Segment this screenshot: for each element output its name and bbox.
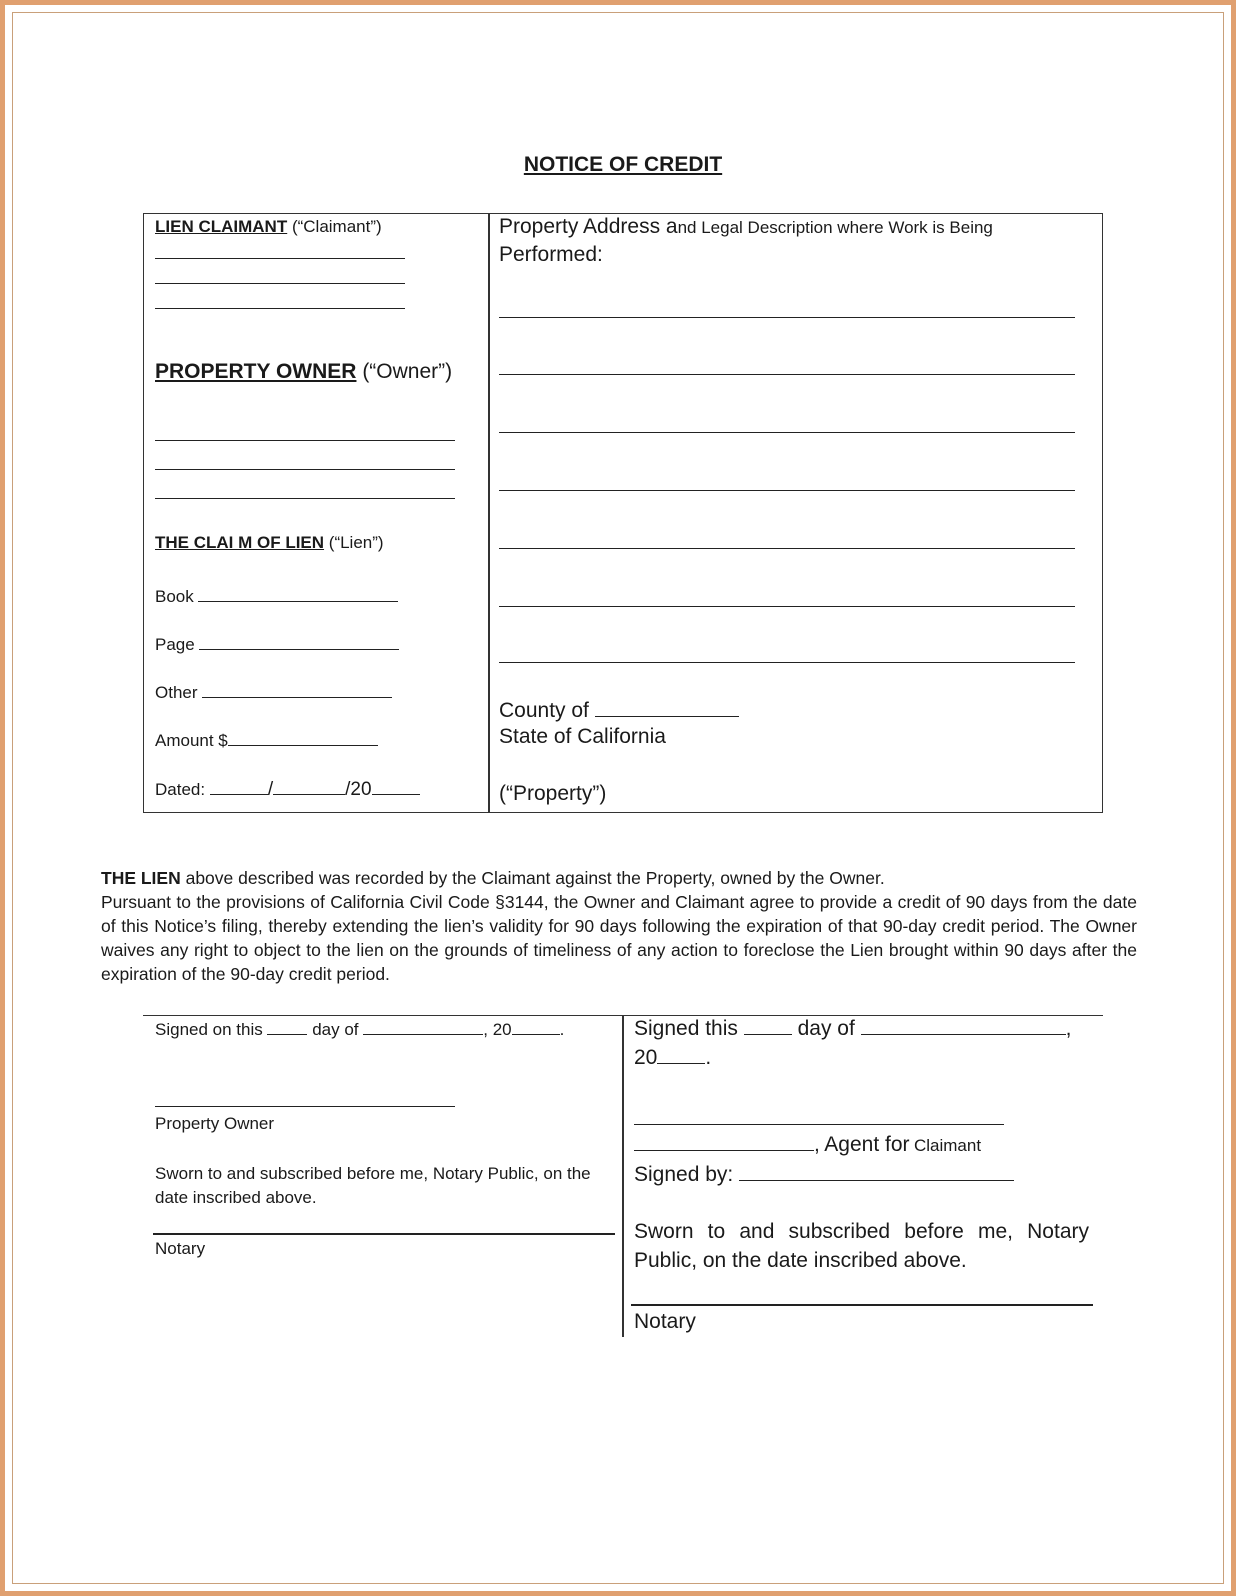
- property-heading-row: [499, 215, 993, 239]
- county-field: [499, 697, 739, 723]
- claimant-day-of-label: day of: [797, 1017, 855, 1040]
- state-label: State of California: [499, 725, 666, 748]
- owner-day-of-label: day of: [312, 1020, 359, 1039]
- owner-year-suffix: .: [559, 1020, 565, 1039]
- claimant-heading-row: [155, 217, 382, 237]
- property-heading-line2: Performed:: [499, 243, 603, 266]
- claimant-signature-line[interactable]: [634, 1124, 1004, 1125]
- dated-month-blank[interactable]: [210, 778, 268, 795]
- property-line-7[interactable]: [499, 662, 1075, 663]
- amount-field: [155, 729, 378, 751]
- claimant-comma: ,: [1065, 1017, 1072, 1040]
- claimant-day-blank[interactable]: [744, 1015, 792, 1035]
- paragraph-lead: THE LIEN: [101, 868, 181, 888]
- owner-line-3[interactable]: [155, 498, 455, 499]
- owner-signed-on-label: Signed on this: [155, 1020, 263, 1039]
- claimant-line-3[interactable]: [155, 308, 405, 309]
- lien-tag: (“Lien”): [328, 533, 384, 552]
- owner-heading: PROPERTY OWNER: [155, 360, 357, 383]
- paragraph-body: Pursuant to the provisions of California Civil Code §3144, the Owner and Claimant agree to provide a credit of 90 days from the date of this Notice’s filing, thereby extending the lien’s validity for 90 days following the expiration of that 90-day credit period. The Owner waives any right to object to the lien on the grounds of timeliness of any action to foreclose the Lien brought within 90 days after the expiration of the 90-day credit period.: [101, 892, 1137, 984]
- claimant-signed-this-row: [634, 1015, 1072, 1041]
- claimant-agent-row: [634, 1131, 981, 1157]
- property-line-2[interactable]: [499, 374, 1075, 375]
- property-line-5[interactable]: [499, 548, 1075, 549]
- property-heading-small: nd Legal Description where Work is Being: [677, 218, 993, 237]
- owner-line-2[interactable]: [155, 469, 455, 470]
- signature-divider: [622, 1015, 624, 1337]
- book-field: [155, 585, 398, 607]
- claimant-signed-this-label: Signed this: [634, 1017, 738, 1040]
- owner-notary-line[interactable]: [153, 1233, 615, 1235]
- owner-tag: (“Owner”): [362, 360, 453, 383]
- lien-heading-row: [155, 533, 384, 553]
- property-tag: (“Property”): [499, 782, 607, 805]
- owner-signed-on-row: [155, 1018, 564, 1040]
- dated-sep-2: /20: [345, 779, 372, 800]
- document-title: NOTICE OF CREDIT: [523, 153, 723, 176]
- paragraph-line1-rest: above described was recorded by the Claimant against the Property, owned by the Owner.: [180, 868, 885, 888]
- amount-label: Amount $: [155, 731, 228, 750]
- owner-role-label: Property Owner: [155, 1114, 275, 1133]
- book-blank[interactable]: [198, 585, 398, 602]
- claimant-signed-by-row: [634, 1161, 1014, 1187]
- page-field: [155, 633, 399, 655]
- claimant-heading: LIEN CLAIMANT: [155, 217, 288, 236]
- county-blank[interactable]: [595, 697, 739, 717]
- other-blank[interactable]: [202, 681, 392, 698]
- dated-day-blank[interactable]: [273, 778, 345, 795]
- county-label: County of: [499, 699, 589, 722]
- amount-blank[interactable]: [228, 729, 378, 746]
- claimant-signed-by-blank[interactable]: [739, 1161, 1014, 1181]
- owner-heading-row: [155, 360, 452, 384]
- property-heading-large: Property Address a: [499, 215, 678, 238]
- parties-divider: [488, 213, 490, 813]
- claimant-notary-label: Notary: [634, 1310, 696, 1333]
- other-field: [155, 681, 392, 703]
- page-blank[interactable]: [199, 633, 399, 650]
- claimant-year-blank[interactable]: [657, 1044, 705, 1064]
- dated-field: [155, 778, 420, 801]
- claimant-year-suffix: .: [705, 1046, 712, 1069]
- claimant-sworn-text: Sworn to and subscribed before me, Notary Public, on the date inscribed above.: [634, 1220, 1089, 1272]
- lien-paragraph: [101, 866, 1137, 986]
- paragraph-line-1: [101, 866, 1137, 890]
- claimant-signed-by-label: Signed by:: [634, 1163, 734, 1186]
- other-label: Other: [155, 683, 198, 702]
- claimant-year-row: [634, 1044, 711, 1070]
- claimant-line-1[interactable]: [155, 258, 405, 259]
- owner-month-blank[interactable]: [363, 1018, 483, 1035]
- page-label: Page: [155, 635, 195, 654]
- lien-heading: THE CLAI M OF LIEN: [155, 533, 325, 552]
- property-line-4[interactable]: [499, 490, 1075, 491]
- dated-year-blank[interactable]: [372, 778, 420, 795]
- owner-year-blank[interactable]: [512, 1018, 560, 1035]
- claimant-agent-blank[interactable]: [634, 1131, 814, 1151]
- claimant-year-prefix: 20: [634, 1046, 658, 1069]
- owner-notary-label: Notary: [155, 1239, 206, 1258]
- owner-day-blank[interactable]: [267, 1018, 307, 1035]
- parties-box: [143, 213, 1103, 813]
- owner-sworn-text: Sworn to and subscribed before me, Notary Public, on the date inscribed above.: [155, 1164, 591, 1207]
- claimant-agent-claimant-word: Claimant: [913, 1136, 982, 1155]
- book-label: Book: [155, 587, 194, 606]
- claimant-notary-line[interactable]: [631, 1304, 1093, 1306]
- claimant-tag: (“Claimant”): [291, 217, 382, 236]
- claimant-agent-comma: ,: [814, 1133, 820, 1156]
- property-line-3[interactable]: [499, 432, 1075, 433]
- claimant-agent-for: Agent for: [824, 1133, 910, 1156]
- owner-line-1[interactable]: [155, 440, 455, 441]
- claimant-month-blank[interactable]: [861, 1015, 1066, 1035]
- dated-label: Dated:: [155, 780, 206, 799]
- claimant-line-2[interactable]: [155, 283, 405, 284]
- owner-year-prefix: , 20: [483, 1020, 512, 1039]
- property-line-6[interactable]: [499, 606, 1075, 607]
- dated-sep-1: /: [267, 779, 274, 800]
- owner-signature-line[interactable]: [155, 1106, 455, 1107]
- property-line-1[interactable]: [499, 317, 1075, 318]
